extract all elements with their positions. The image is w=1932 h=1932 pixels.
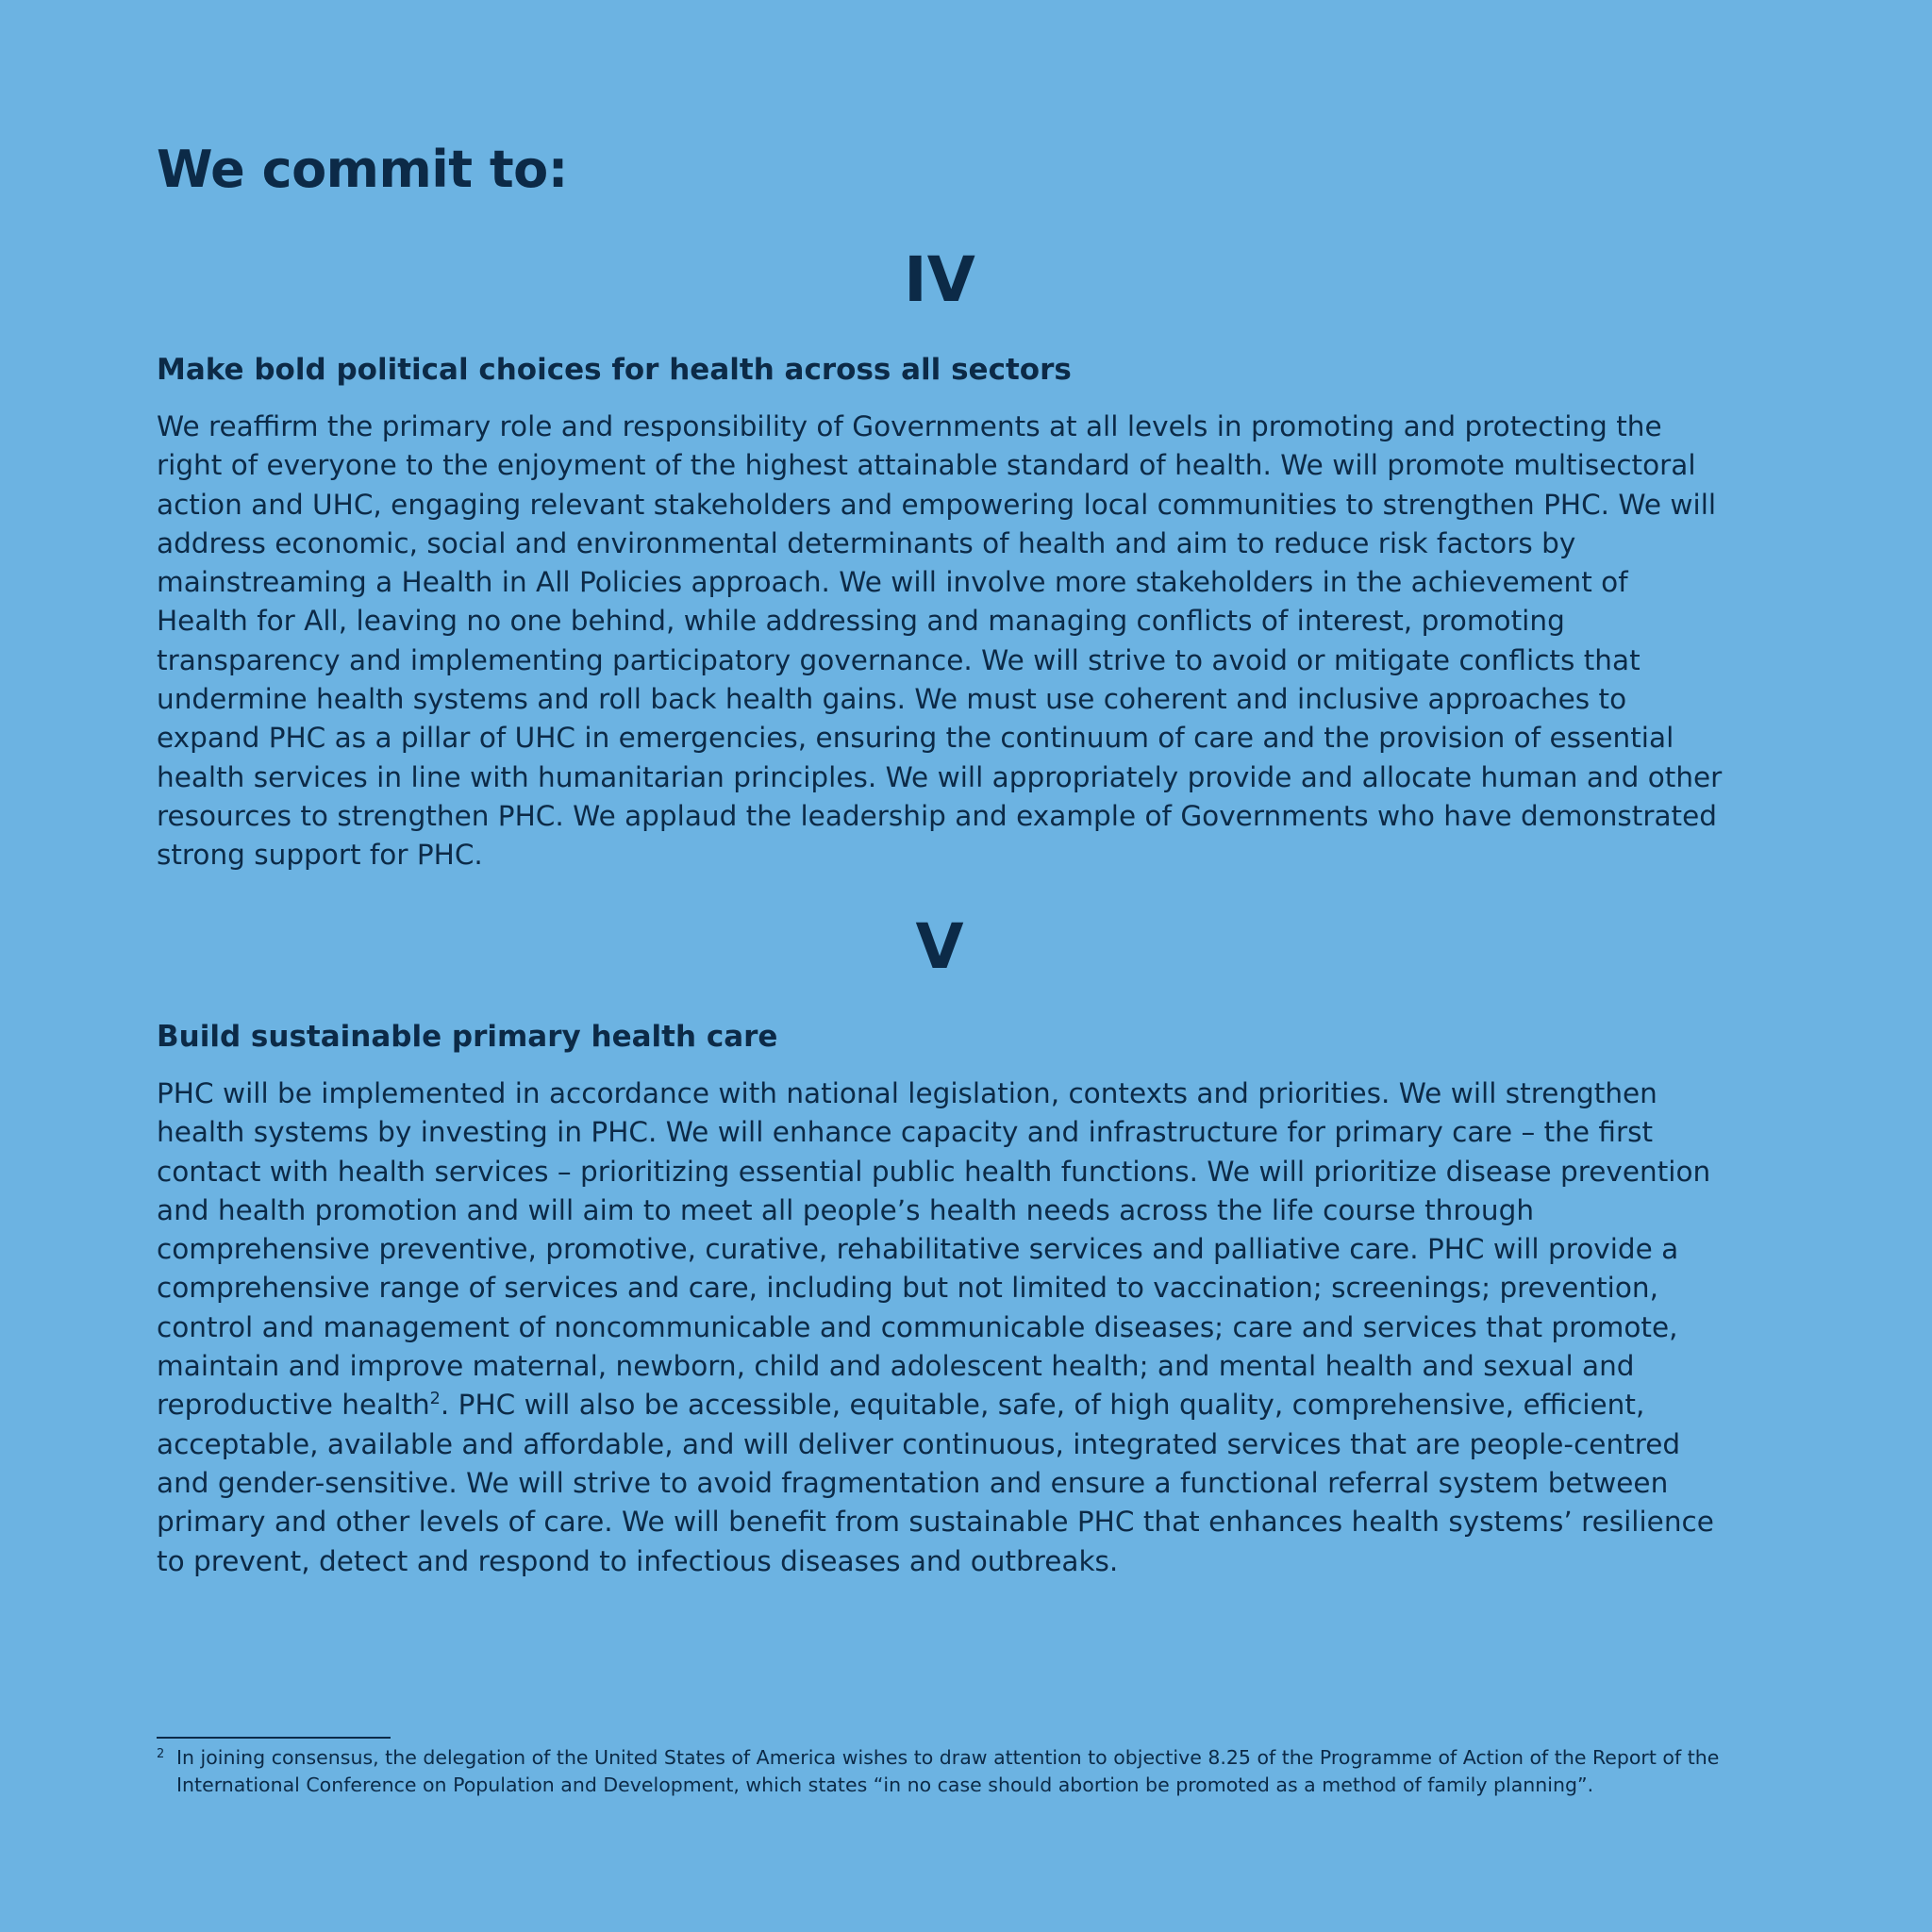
page-title: We commit to: (157, 140, 568, 199)
footnote (157, 1744, 1732, 1799)
footnote-text: In joining consensus, the delegation of the United States of America wishes to draw attention to objective 8.25 of the Programme of Action of the Report of the International Conference on Population and Development, which states “in no case should abortion be promoted as a method of family planning”. (176, 1746, 1720, 1796)
section-body-iv: We reaffirm the primary role and responsibility of Governments at all levels in promoting and protecting the right of everyone to the enjoyment of the highest attainable standard of health. We will promote multisectoral action and UHC, engaging relevant stakeholders and empowering local communities to strengthen PHC. We will address economic, social and environmental determinants of health and aim to reduce risk factors by mainstreaming a Health in All Policies approach. We will involve more stakeholders in the achievement of Health for All, leaving no one behind, while addressing and managing conflicts of interest, promoting transparency and implementing participatory governance. We will strive to avoid or mitigate conflicts that undermine health systems and roll back health gains. We must use coherent and inclusive approaches to expand PHC as a pillar of UHC in emergencies, ensuring the continuum of care and the provision of essential health services in line with humanitarian principles. We will appropriately provide and allocate human and other resources to strengthen PHC. We applaud the leadership and example of Governments who have demonstrated strong support for PHC. (157, 410, 1723, 872)
section-body-v-part2: . PHC will also be accessible, equitable, safe, of high quality, comprehensive, efficient, acceptable, available and affordable, and will deliver continuous, integrated services that are people-centred and gender-sensitive. We will strive to avoid fragmentation and ensure a functional referral system between primary and other levels of care. We will benefit from sustainable PHC that enhances health systems’ resilience to prevent, detect and respond to infectious diseases and outbreaks. (157, 1389, 1714, 1577)
footnote-reference[interactable]: 2 (429, 1390, 441, 1409)
footnote-marker: 2 (157, 1747, 165, 1761)
section-title-v: Build sustainable primary health care (157, 1020, 778, 1054)
section-title-iv: Make bold political choices for health across all sectors (157, 353, 1072, 387)
section-body-v (157, 1074, 1723, 1581)
section-body-v-part1: PHC will be implemented in accordance with national legislation, contexts and priorities. We will strengthen health systems by investing in PHC. We will enhance capacity and infrastructure for primary care – the first contact with health services – prioritizing essential public health functions. We will prioritize disease prevention and health promotion and will aim to meet all people’s health needs across the life course through comprehensive preventive, promotive, curative, rehabilitative services and palliative care. PHC will provide a comprehensive range of services and care, including but not limited to vaccination; screenings; prevention, control and management of noncommunicable and communicable diseases; care and services that promote, maintain and improve maternal, newborn, child and adolescent health; and mental health and sexual and reproductive health (157, 1077, 1711, 1422)
section-numeral-iv: IV (904, 243, 975, 316)
section-numeral-v: V (915, 910, 964, 983)
footnote-divider (157, 1737, 391, 1739)
